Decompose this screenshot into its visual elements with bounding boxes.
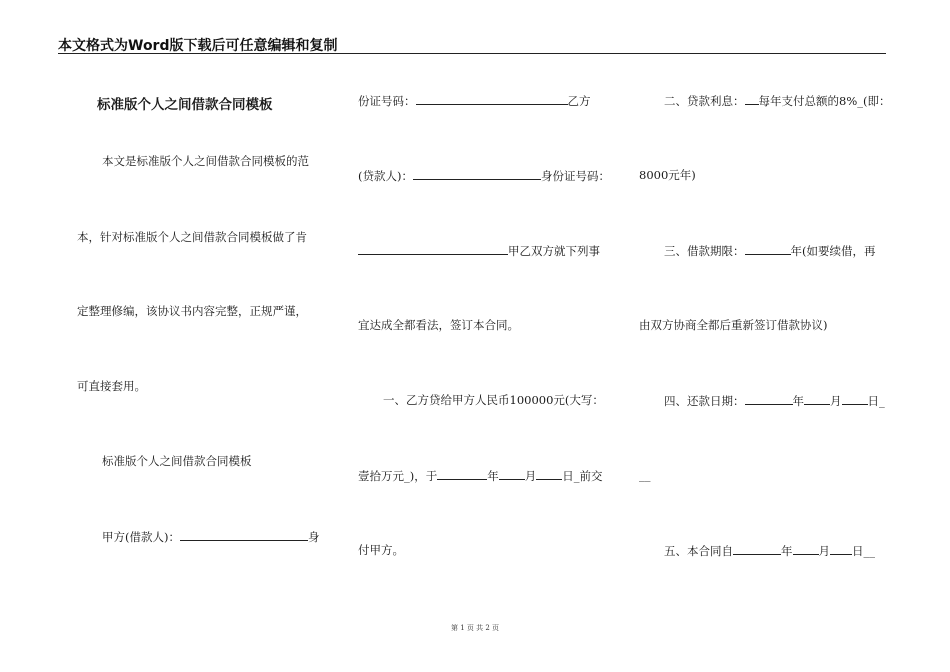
- effective-year-label: 年: [781, 544, 793, 558]
- lender-label: (贷款人)：: [358, 169, 413, 183]
- term-text: 年(如要续借，再: [790, 244, 876, 258]
- effective-month-label: 月: [818, 544, 830, 558]
- intro-line-3: 定整理修编，该协议书内容完整，正规严谨，: [77, 304, 307, 318]
- agreement-line-1: [358, 243, 600, 258]
- repay-month-blank: [804, 393, 830, 405]
- term-blank: [745, 243, 791, 255]
- intro-line-4: 可直接套用。: [77, 379, 146, 393]
- clause-4-line-2: __: [639, 468, 651, 482]
- lender-id-label: 身份证号码：: [540, 169, 610, 183]
- party-b-label: 乙方: [567, 94, 591, 108]
- lender-blank: [413, 168, 541, 180]
- effective-year-blank: [733, 543, 781, 555]
- agreement-text: 甲乙双方就下列事: [508, 244, 600, 258]
- repay-year-label: 年: [792, 394, 804, 408]
- clause-3-line-1: [664, 243, 876, 258]
- day-label: 日_前交: [562, 469, 603, 483]
- interest-label: 二、贷款利息：: [664, 94, 745, 108]
- repay-year-blank: [745, 393, 793, 405]
- month-blank: [499, 468, 525, 480]
- effective-day-label: 日__: [852, 544, 875, 558]
- lender-line: [358, 168, 610, 183]
- clause-1-line-3: 付甲方。: [358, 543, 404, 557]
- year-label: 年: [487, 469, 499, 483]
- agreement-line-2: 宜达成全都看法，签订本合同。: [358, 318, 519, 332]
- party-a-label: 甲方(借款人)：: [102, 530, 180, 544]
- party-a-blank: [180, 529, 308, 541]
- intro-line-2: 本，针对标准版个人之间借款合同模板做了肯: [77, 230, 307, 244]
- clause-5-line-1: [664, 543, 875, 558]
- repay-month-label: 月: [830, 394, 842, 408]
- month-label: 月: [524, 469, 537, 483]
- agreement-blank: [358, 243, 508, 255]
- id-number-line: [358, 93, 591, 108]
- clause-1-line-2: [358, 468, 603, 483]
- document-title: 标准版个人之间借款合同模板: [97, 97, 273, 113]
- effective-label: 五、本合同自: [664, 544, 733, 558]
- year-blank: [437, 468, 487, 480]
- clause-2-line-1: [664, 93, 890, 108]
- party-a-line: [102, 529, 319, 544]
- interest-text: 每年支付总额的8%_(即：: [758, 94, 891, 108]
- clause-1-line-1: 一、乙方贷给甲方人民币100000元(大写：: [383, 393, 604, 407]
- header-divider: [58, 53, 886, 54]
- clause-3-line-2: 由双方协商全都后重新签订借款协议): [639, 318, 828, 332]
- id-blank: [416, 93, 568, 105]
- interest-blank: [745, 93, 759, 105]
- page-header: 本文格式为Word版下载后可任意编辑和复制: [58, 38, 338, 54]
- intro-line-1: 本文是标准版个人之间借款合同模板的范: [102, 154, 309, 168]
- clause-1-amount: 壹拾万元_)，于: [358, 469, 438, 483]
- repay-day-label: 日_: [867, 394, 885, 408]
- repay-day-blank: [842, 393, 868, 405]
- id-label: 份证号码：: [358, 94, 416, 108]
- effective-month-blank: [793, 543, 819, 555]
- clause-2-line-2: 8000元年): [639, 168, 696, 182]
- repay-label: 四、还款日期：: [664, 394, 745, 408]
- contract-subtitle: 标准版个人之间借款合同模板: [102, 454, 252, 468]
- page-footer: 第 1 页 共 2 页: [450, 624, 500, 632]
- clause-4-line-1: [664, 393, 885, 408]
- term-label: 三、借款期限：: [664, 244, 745, 258]
- party-a-suffix: 身: [307, 530, 320, 544]
- effective-day-blank: [830, 543, 852, 555]
- day-blank: [536, 468, 562, 480]
